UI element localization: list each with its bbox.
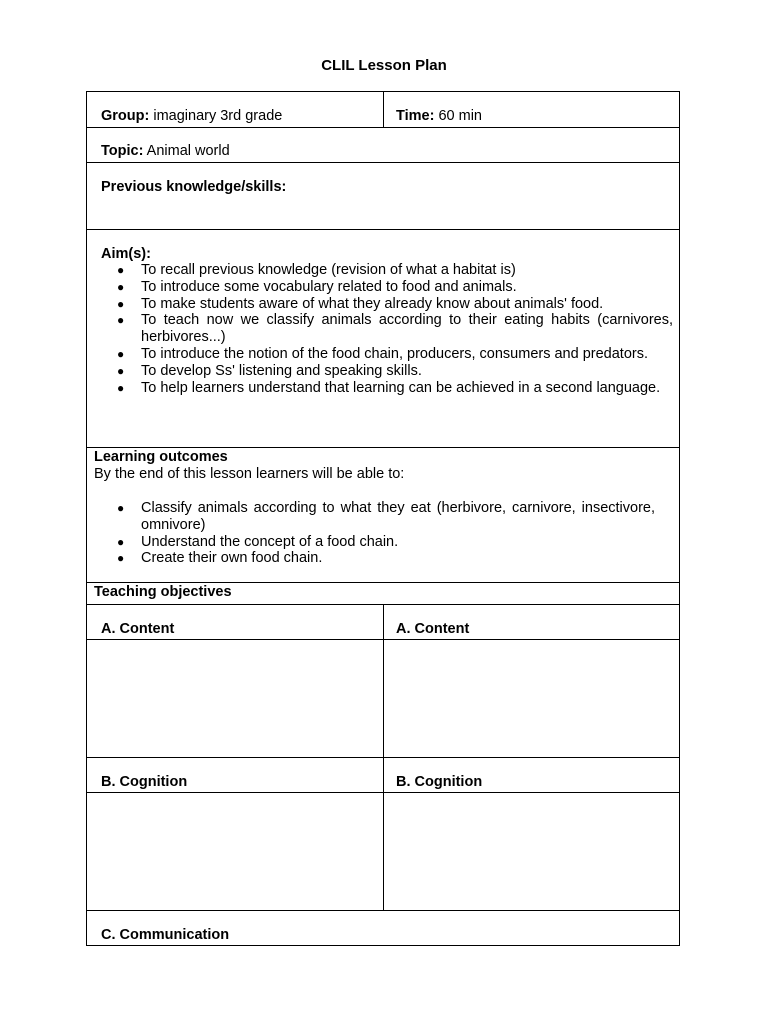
bullet-icon: ●	[117, 279, 125, 294]
cognition-left-label: B. Cognition	[101, 774, 188, 790]
aims-label: Aim(s):	[101, 246, 151, 262]
content-right-body-cell	[383, 639, 680, 758]
bullet-icon: ●	[117, 263, 125, 277]
bullet-icon: ●	[117, 534, 125, 549]
time-cell	[383, 91, 680, 128]
cognition-right-body-cell	[383, 792, 680, 911]
learning-outcomes-label: Learning outcomes	[94, 449, 228, 465]
time-value: 60 min	[438, 108, 482, 124]
list-item: ● Classify animals according to what they eat (herbivore, carnivore, insectivore, omnivore)	[117, 500, 655, 533]
learning-outcomes-intro: By the end of this lesson learners will be able to:	[94, 466, 405, 482]
cognition-left-header-cell	[86, 757, 384, 793]
list-item: ● To recall previous knowledge (revision of what a habitat is)	[117, 262, 516, 278]
bullet-icon: ●	[117, 501, 125, 515]
list-item: ● To help learners understand that learning can be achieved in a second language.	[117, 379, 661, 396]
topic-label: Topic:	[101, 143, 144, 159]
page-title: CLIL Lesson Plan	[321, 57, 447, 74]
list-item: ● To make students aware of what they already know about animals' food.	[117, 295, 604, 312]
bullet-icon: ●	[117, 363, 125, 378]
learning-outcomes-cell	[86, 447, 680, 583]
content-left-body-cell	[86, 639, 384, 758]
previous-knowledge-cell	[86, 162, 680, 230]
content-left-label: A. Content	[101, 621, 175, 637]
bullet-icon: ●	[117, 296, 125, 311]
bullet-icon: ●	[117, 551, 125, 566]
group-value: imaginary 3rd grade	[153, 108, 283, 124]
previous-knowledge-label: Previous knowledge/skills:	[101, 179, 287, 195]
content-right-header-cell	[383, 604, 680, 640]
aims-cell	[86, 229, 680, 448]
cognition-right-label: B. Cognition	[396, 774, 483, 790]
cognition-left-body-cell	[86, 792, 384, 911]
list-item: ● To introduce the notion of the food chain, producers, consumers and predators.	[117, 345, 649, 362]
outcomes-list	[95, 500, 655, 567]
topic-value: Animal world	[146, 143, 230, 159]
bullet-icon: ●	[117, 346, 125, 361]
content-right-label: A. Content	[396, 621, 470, 637]
content-left-header-cell	[86, 604, 384, 640]
bullet-icon: ●	[117, 313, 125, 328]
communication-label: C. Communication	[101, 927, 230, 943]
communication-cell	[86, 910, 680, 946]
teaching-objectives-label: Teaching objectives	[94, 584, 232, 600]
time-label: Time:	[396, 108, 435, 124]
teaching-objectives-cell	[86, 582, 680, 605]
aims-list	[95, 262, 673, 396]
group-label: Group:	[101, 108, 150, 124]
list-item: ● To introduce some vocabulary related to food and animals.	[117, 278, 517, 295]
list-item: ● To teach now we classify animals according to their eating habits (carnivores, herbivores...)	[117, 312, 673, 346]
list-item: ● To develop Ss' listening and speaking skills.	[117, 362, 422, 379]
cognition-right-header-cell	[383, 757, 680, 793]
list-item: ● Create their own food chain.	[117, 550, 323, 567]
list-item: ● Understand the concept of a food chain.	[117, 533, 399, 550]
topic-cell	[86, 127, 680, 163]
group-cell	[86, 91, 384, 128]
bullet-icon: ●	[117, 380, 125, 395]
